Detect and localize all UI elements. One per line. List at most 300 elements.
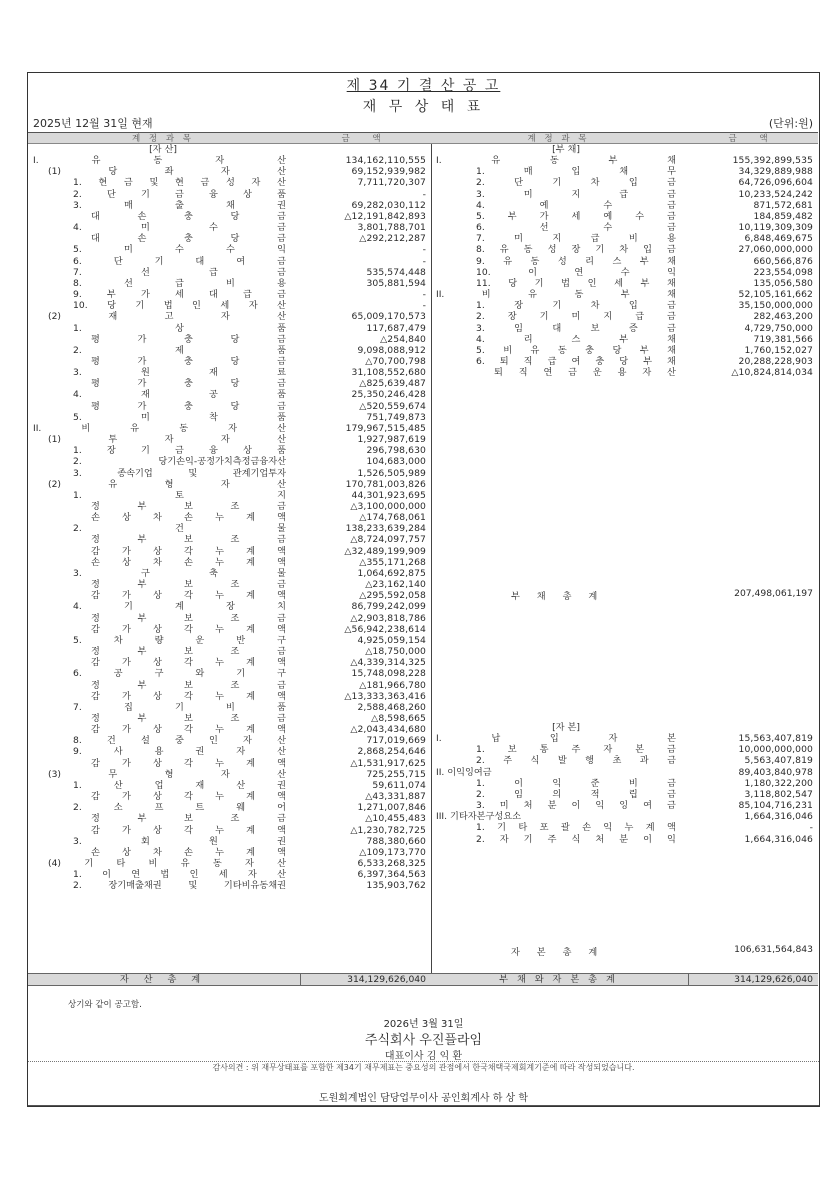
table-row [28,836,431,847]
amount: 1,271,007,846 [357,802,426,814]
table-row [431,267,818,278]
table-row [431,356,818,367]
account-name: 1. 장 기 금 융 상 품 [73,445,286,457]
table-row [28,211,431,222]
assets-column [28,133,432,986]
table-row [28,323,431,334]
account-name: 감 가 상 각 누 계 액 [91,657,286,669]
account-name: 감 가 상 각 누 계 액 [91,545,286,557]
amount: 135,903,762 [366,880,426,892]
account-name: 9. 부 가 세 대 급 금 [73,289,286,301]
table-row [431,811,818,822]
table-row [28,468,431,479]
table-row [28,244,431,255]
unit-label: (단위:원) [768,117,813,130]
account-name: 평 가 충 당 금 [91,333,286,345]
account-name: 6. 퇴 직 급 여 충 당 부 채 [476,355,676,367]
table-row [28,568,431,579]
account-name: 2. 임 의 적 립 금 [476,788,676,800]
table-row [431,334,818,345]
amount: △355,171,268 [359,556,426,568]
account-name: 1. 산 업 재 산 권 [73,779,286,791]
account-name: 5. 부 가 세 예 수 금 [476,210,676,222]
notice-date: 2026년 3월 31일 [383,1019,464,1030]
amount: 6,533,268,325 [357,858,426,869]
table-row [28,601,431,612]
amount: 134,162,110,555 [345,155,426,167]
table-row [431,767,818,778]
account-name: 7. 선 급 금 [73,266,286,278]
account-name: (1) 당 좌 자 산 [48,166,286,178]
amount: 223,554,098 [753,266,813,278]
amount: △254,840 [380,333,426,345]
amount: 6,397,364,563 [357,869,426,881]
account-name: 7. 집 기 비 품 [73,701,286,713]
table-row [28,401,431,412]
account-name: 4. 기 계 장 치 [73,601,286,613]
account-name: 1. 상 품 [73,322,286,334]
audit-opinion: 감사의견 : 위 재무상태표를 포함한 제34기 재무제표는 중요성의 관점에서 한국채택국제회계기준에 따라 작성되었습니다. [212,1063,635,1072]
equity-total-amount: 106,631,564,843 [734,944,813,955]
table-row [28,289,431,300]
account-name: 2. 단 기 금 융 상 품 [73,188,286,200]
amount: 31,108,552,680 [351,367,426,379]
account-name: 정 부 보 조 금 [91,579,286,591]
account-name: 평 가 충 당 금 [91,378,286,390]
account-name: 8. 유 동 성 장 기 차 입 금 [476,244,676,256]
table-row [431,166,818,177]
account-name: 4. 예 수 금 [476,199,676,211]
account-name: 감 가 상 각 누 계 액 [91,623,286,635]
account-name: 감 가 상 각 누 계 액 [91,590,286,602]
column-header [28,133,431,144]
auditor-name: 도원회계법인 담당업무이사 공인회계사 하 상 학 [318,1093,529,1104]
amount: 2,588,468,260 [357,701,426,713]
table-row [431,256,818,267]
table-row [28,177,431,188]
table-row [28,735,431,746]
amount: 89,403,840,978 [738,766,813,778]
account-name: (3) 무 형 자 산 [48,768,286,780]
liabilities-equity-column [431,133,818,986]
table-row [28,746,431,757]
table-row [431,778,818,789]
account-name: 정 부 보 조 금 [91,612,286,624]
table-row [28,434,431,445]
amount: △181,966,780 [359,679,426,691]
table-row [431,311,818,322]
account-name: 1. 장 기 차 입 금 [476,300,676,312]
amount: △10,455,483 [365,813,426,825]
amount: △3,100,000,000 [350,501,426,512]
account-name: 10. 당 기 법 인 세 자 산 [73,300,286,312]
account-name: 1. 현 금 및 현 금 성 자 산 [73,177,286,189]
account-name: 2. 소 프 트 웨 어 [73,802,286,814]
table-row [28,267,431,278]
amount: 1,526,505,989 [357,467,426,479]
account-name: II. 비 유 동 부 채 [436,289,676,301]
amount: △109,173,770 [359,846,426,858]
account-name: (2) 재 고 자 산 [48,311,286,323]
total-amount: 314,129,626,040 [347,974,426,985]
amount: 9,098,088,912 [357,344,426,356]
amount: △1,531,917,625 [350,757,426,769]
table-row [28,311,431,322]
amount: △56,942,238,614 [344,623,426,635]
table-row [28,523,431,534]
account-name: 4. 재 공 품 [73,389,286,401]
account-name: 3. 종속기업 및 관계기업투자 [73,467,286,479]
assets-rows [28,144,431,891]
table-row [28,869,431,880]
table-row [28,724,431,735]
header-account: 계 정 과 목 [527,134,590,144]
amount: 170,781,003,826 [345,478,426,490]
amount: 719,381,566 [753,333,813,345]
header-amount: 금 액 [341,134,391,144]
account-name: 1. 토 지 [73,489,286,501]
amount: 44,301,923,695 [351,489,426,501]
table-row [28,557,431,568]
amount: 52,105,161,662 [738,289,813,301]
table-row [28,769,431,780]
ceo-name: 대표이사 김 익 환 [384,1051,463,1062]
account-name: 감 가 상 각 누 계 액 [91,824,286,836]
amount: - [422,255,426,267]
amount: 25,350,246,428 [351,389,426,401]
amount: △23,162,140 [365,579,426,591]
account-name: 2. 제 품 [73,344,286,356]
amount: 64,726,096,604 [738,177,813,189]
amount: △292,212,287 [359,233,426,245]
table-row [28,847,431,858]
table-row [28,189,431,200]
amount: 184,859,482 [753,210,813,222]
table-row [28,378,431,389]
amount: - [422,300,426,312]
table-row [28,858,431,869]
account-name: 손 상 차 손 누 계 액 [91,556,286,568]
amount: 7,711,720,307 [357,177,426,189]
table-row [28,490,431,501]
equity-rows [431,722,818,845]
account-name: 정 부 보 조 금 [91,501,286,512]
amount: △13,333,363,416 [344,690,426,702]
account-name: III. 기타자본구성요소 [436,811,521,823]
account-name: 3. 원 재 료 [73,367,286,379]
amount: 10,119,309,309 [738,222,813,234]
table-row [431,177,818,188]
table-row [431,189,818,200]
account-name: 3. 회 원 권 [73,835,286,847]
account-name: I. 납 입 자 본 [436,733,676,745]
table-row [28,657,431,668]
account-name: 3. 구 축 물 [73,567,286,579]
account-name: 감 가 상 각 누 계 액 [91,690,286,702]
amount: 69,152,939,982 [351,166,426,178]
table-row [28,713,431,724]
amount: △8,724,097,757 [350,534,426,546]
account-name: 대 손 충 당 금 [91,233,286,245]
account-name: 정 부 보 조 금 [91,679,286,691]
account-name: 손 상 차 손 누 계 액 [91,846,286,858]
account-name: 3. 미 지 급 금 [476,188,676,200]
table-row [28,534,431,545]
account-name: 퇴 직 연 금 운 용 자 산 [494,367,676,379]
account-name: 10. 이 연 수 익 [476,266,676,278]
table-row [28,668,431,679]
account-name: 평 가 충 당 금 [91,400,286,412]
table-row [28,501,431,512]
amount: △2,903,818,786 [350,612,426,624]
liabilities-total-amount: 207,498,061,197 [734,588,813,599]
amount: 117,687,479 [366,322,426,334]
liabilities-rows [431,144,818,378]
balance-sheet-table [28,132,818,986]
table-row [28,200,431,211]
amount: △174,768,061 [359,512,426,524]
amount: △10,824,814,034 [731,367,813,379]
amount: 4,925,059,154 [357,634,426,646]
table-row [28,423,431,434]
account-name: 2. 단 기 차 입 금 [476,177,676,189]
amount: 1,760,152,027 [744,344,813,356]
account-name: 6. 공 구 와 기 구 [73,668,286,680]
account-name: 대 손 충 당 금 [91,210,286,222]
as-of-date: 2025년 12월 31일 현재 [33,117,153,130]
amount: 660,566,876 [753,255,813,267]
grand-total-row [431,973,818,986]
amount: 34,329,889,988 [738,166,813,178]
amount: 69,282,030,112 [351,199,426,211]
notice-title: 제 34 기 결 산 공 고 [346,78,501,94]
account-name: 2. 장 기 미 지 급 금 [476,311,676,323]
table-row [28,456,431,467]
table-row [28,613,431,624]
account-name: II. 비 유 동 자 산 [33,422,286,434]
amount: 751,749,873 [366,411,426,423]
amount: △18,750,000 [365,646,426,658]
amount: 20,288,228,903 [738,355,813,367]
amount: 1,927,987,619 [357,434,426,446]
account-name: 11. 당 기 법 인 세 부 채 [476,277,676,289]
table-row [28,233,431,244]
amount: 6,848,469,675 [744,233,813,245]
account-name: 1. 보 통 주 자 본 금 [476,744,676,756]
amount: 85,104,716,231 [738,800,813,812]
amount: 10,000,000,000 [738,744,813,756]
table-row [431,789,818,800]
table-row [28,256,431,267]
account-name: 8. 선 급 비 용 [73,277,286,289]
account-name: I. 유 동 자 산 [33,155,286,167]
table-row [28,479,431,490]
table-row [431,800,818,811]
account-name: 6. 단 기 대 여 금 [73,255,286,267]
header-amount: 금 액 [728,134,778,144]
table-row [431,244,818,255]
account-name: 2. 당기손익-공정가치측정금융자산 [73,456,286,468]
table-row [28,546,431,557]
table-row [28,825,431,836]
amount: 15,748,098,228 [351,668,426,680]
table-row [28,512,431,523]
table-row [28,166,431,177]
table-row [431,233,818,244]
account-name: 1. 이 익 준 비 금 [476,777,676,789]
table-row [431,222,818,233]
table-row [28,155,431,166]
assets-total-row [28,973,431,986]
amount: 717,019,669 [366,735,426,747]
table-row [431,733,818,744]
amount: - [809,822,813,834]
amount: 1,064,692,875 [357,567,426,579]
account-name: 정 부 보 조 금 [91,646,286,658]
amount: 3,801,788,701 [357,222,426,234]
account-name: 5. 미 수 수 익 [73,244,286,256]
amount: △8,598,665 [371,712,426,724]
amount: 86,799,242,099 [351,601,426,613]
amount: 15,563,407,819 [738,733,813,745]
amount: 1,180,322,200 [744,777,813,789]
account-name: 감 가 상 각 누 계 액 [91,724,286,736]
amount: △2,043,434,680 [350,724,426,736]
amount: △295,592,058 [359,590,426,602]
amount: 135,056,580 [753,277,813,289]
account-name: 1. 매 입 채 무 [476,166,676,178]
account-name: 감 가 상 각 누 계 액 [91,791,286,803]
amount: 871,572,681 [753,199,813,211]
table-row [28,880,431,891]
table-row [28,356,431,367]
account-name: 감 가 상 각 누 계 액 [91,757,286,769]
table-row [28,590,431,601]
amount: 1,664,316,046 [744,833,813,845]
table-row [28,222,431,233]
table-row [28,813,431,824]
account-name: 정 부 보 조 금 [91,534,286,546]
account-name: II. 이익잉여금 [436,766,492,778]
amount: 155,392,899,535 [732,155,813,167]
account-name: (2) 유 형 자 산 [48,478,286,490]
amount: 2,868,254,646 [357,746,426,758]
account-name: 9. 사 용 권 자 산 [73,746,286,758]
account-name: I. 유 동 부 채 [436,155,676,167]
grand-total-label: 부 채 와 자 본 총 계 [499,974,618,985]
account-name: 3. 미 처 분 이 익 잉 여 금 [476,800,676,812]
table-row [28,791,431,802]
notice-frame [27,72,820,1107]
amount: 4,729,750,000 [744,322,813,334]
amount: △32,489,199,909 [344,545,426,557]
amount: △4,339,314,325 [350,657,426,669]
table-row [28,579,431,590]
table-row [28,691,431,702]
section-label: [자 본] [552,722,580,733]
amount: - [422,244,426,256]
table-row [28,278,431,289]
amount: △12,191,842,893 [344,210,426,222]
amount: △43,331,887 [365,791,426,803]
account-name: 7. 미 지 급 비 용 [476,233,676,245]
account-name: 1. 이 연 법 인 세 자 산 [73,869,286,881]
account-name: 정 부 보 조 금 [91,813,286,825]
amount: △1,230,782,725 [350,824,426,836]
amount: △70,700,798 [365,355,426,367]
amount: 1,664,316,046 [744,811,813,823]
table-row [431,744,818,755]
divider [28,1105,819,1106]
table-row [28,445,431,456]
amount: 138,233,639,284 [345,523,426,535]
table-row [431,367,818,378]
account-name: 2. 장기매출채권 및 기타비유동채권 [73,880,286,892]
amount: 179,967,515,485 [345,422,426,434]
table-row [28,635,431,646]
table-row [431,345,818,356]
amount: 305,881,594 [366,277,426,289]
table-row [28,345,431,356]
table-row [431,755,818,766]
account-name: 2. 건 물 [73,523,286,535]
notice-statement: 상기와 같이 공고함. [68,1000,142,1010]
amount: - [422,289,426,301]
section-label: [자 산] [149,144,177,155]
account-name: (1) 투 자 자 산 [48,434,286,446]
account-name: (4) 기 타 비 유 동 자 산 [48,858,286,869]
amount: 535,574,448 [366,266,426,278]
account-name: 5. 비 유 동 충 당 부 채 [476,344,676,356]
amount: 725,255,715 [366,768,426,780]
equity-total-label: 자 본 총 계 [511,947,605,958]
table-row [431,278,818,289]
account-name: 2. 자 기 주 식 처 분 이 익 [476,833,676,845]
account-name: 5. 차 량 운 반 구 [73,634,286,646]
table-row [28,780,431,791]
table-row [28,624,431,635]
header-account: 계 정 과 목 [132,134,194,144]
table-row [28,334,431,345]
table-row [28,646,431,657]
table-row [28,702,431,713]
table-row [431,822,818,833]
table-row [28,802,431,813]
column-header [431,133,818,144]
account-name: 8. 건 설 중 인 자 산 [73,735,286,747]
account-name: 평 가 충 당 금 [91,355,286,367]
account-name: 3. 매 출 채 권 [73,199,286,211]
amount: 5,563,407,819 [744,755,813,767]
account-name: 3. 임 대 보 증 금 [476,322,676,334]
account-name: 2. 주 식 발 행 초 과 금 [476,755,676,767]
company-name: 주식회사 우진플라임 [364,1033,483,1048]
statement-title: 재 무 상 태 표 [362,99,485,115]
table-row [431,155,818,166]
amount: 296,798,630 [366,445,426,457]
account-name: 손 상 차 손 누 계 액 [91,512,286,524]
table-row [431,289,818,300]
table-row [28,367,431,378]
table-row [431,323,818,334]
amount: 104,683,000 [366,456,426,468]
amount: 10,233,524,242 [738,188,813,200]
table-row [431,211,818,222]
amount: △520,559,674 [359,400,426,412]
table-row [28,300,431,311]
amount: - [422,188,426,200]
account-name: 4. 미 수 금 [73,222,286,234]
